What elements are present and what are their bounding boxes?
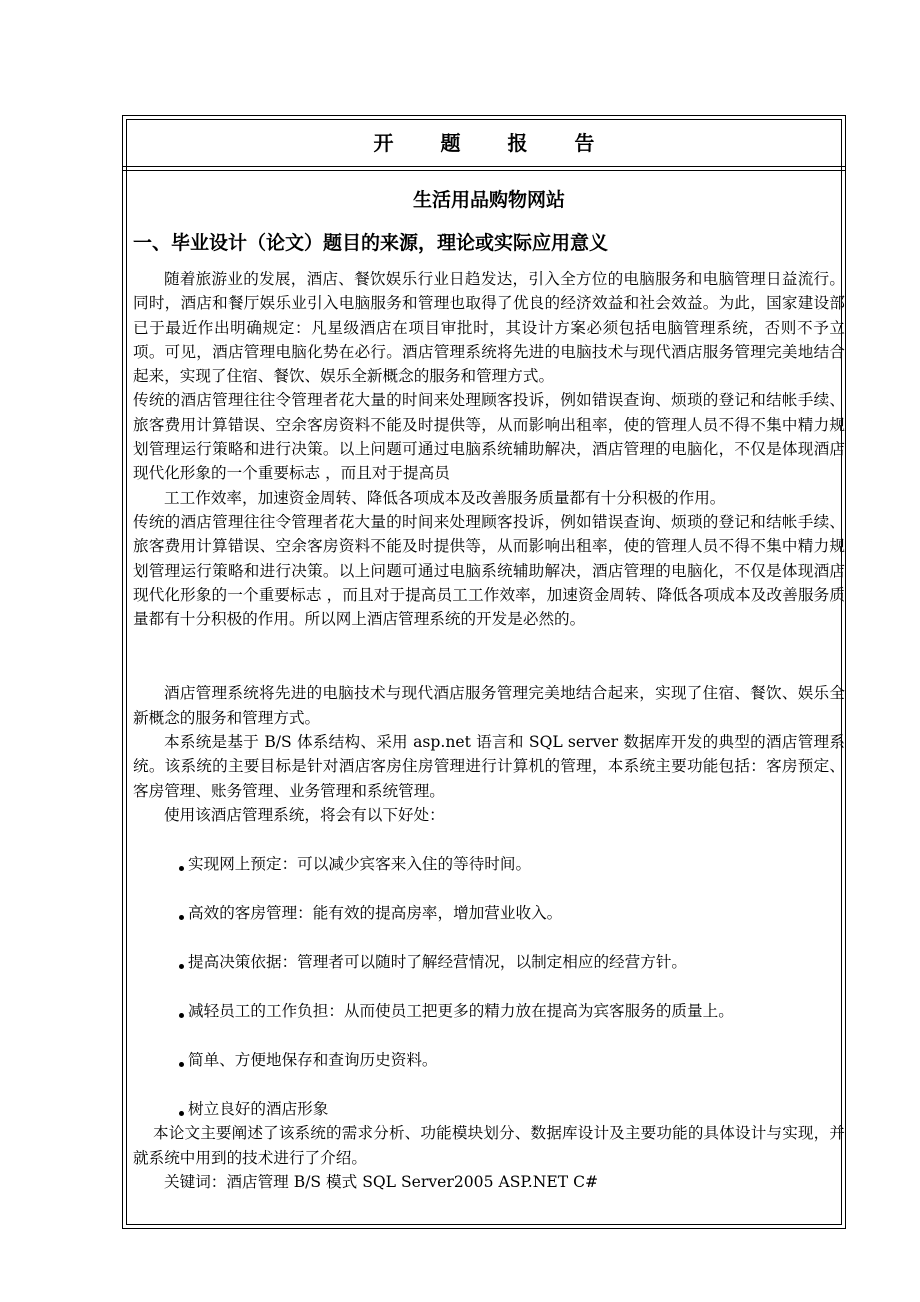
project-title: 生活用品购物网站 <box>412 189 565 211</box>
paragraph-3: 传统的酒店管理往往令管理者花大量的时间来处理顾客投诉，例如错误查询、烦琐的登记和结帐手续、旅客费用计算错误、空余客房资料不能及时提供等，从而影响出租率，使的管理人员不得不集中精力规划管理运行策略和进行决策。以上问题可通过电脑系统辅助解决，酒店管理的电脑化，不仅是体现酒店现代化形象的一个重要标志 ，而且对于提高员工工作效率，加速资金周转、降低各项成本及改善服务质量都有十分积极的作用。所以网上酒店管理系统的开发是必然的。 <box>133 512 845 629</box>
title-row <box>123 116 845 167</box>
spacer <box>133 1072 845 1097</box>
spacer <box>133 925 845 950</box>
paragraph-2-continued: 工工作效率，加速资金周转、降低各项成本及改善服务质量都有十分积极的作用。 <box>164 488 726 507</box>
bullet-icon <box>179 964 184 969</box>
bullet-icon <box>179 866 184 871</box>
bullet-icon <box>179 1062 184 1067</box>
list-item <box>179 999 845 1023</box>
title-row-divider <box>123 170 845 171</box>
report-title: 开 题 报 告 <box>373 130 615 155</box>
list-item-text: 提高决策依据：管理者可以随时了解经营情况，以制定相应的经营方针。 <box>188 953 688 972</box>
list-item <box>179 1097 845 1121</box>
list-item <box>179 1048 845 1072</box>
paragraph-6: 使用该酒店管理系统，将会有以下好处： <box>164 805 445 824</box>
spacer <box>133 876 845 901</box>
spacer <box>133 974 845 999</box>
spacer <box>133 827 845 852</box>
paragraph-5: 本系统是基于 B/S 体系结构、采用 asp.net 语言和 SQL server 数据库开发的典型的酒店管理系统。该系统的主要目标是针对酒店客房住房管理进行计算机的管理，本系统主要功能包括：客房预定、客房管理、账务管理、业务管理和系统管理。 <box>133 733 845 800</box>
list-item-text: 简单、方便地保存和查询历史资料。 <box>188 1051 438 1070</box>
paragraph-4: 酒店管理系统将先进的电脑技术与现代酒店服务管理完美地结合起来，实现了住宿、餐饮、娱乐全新概念的服务和管理方式。 <box>133 684 845 727</box>
list-item-text: 减轻员工的工作负担：从而使员工把更多的精力放在提高为宾客服务的质量上。 <box>188 1002 734 1021</box>
list-item <box>179 901 845 925</box>
list-item <box>179 950 845 974</box>
keywords: 关键词：酒店管理 B/S 模式 SQL Server2005 ASP.NET C# <box>164 1172 599 1191</box>
summary-paragraph: 本论文主要阐述了该系统的需求分析、功能模块划分、数据库设计及主要功能的具体设计与实现，并就系统中用到的技术进行了介绍。 <box>133 1124 845 1167</box>
bullet-icon <box>179 1013 184 1018</box>
list-item <box>179 852 845 876</box>
list-item-text: 树立良好的酒店形象 <box>188 1100 329 1119</box>
list-item-text: 高效的客房管理：能有效的提高房率，增加营业收入。 <box>188 904 563 923</box>
report-frame <box>122 115 846 1229</box>
spacer <box>133 631 845 681</box>
content-area <box>133 173 845 1194</box>
list-item-text: 实现网上预定：可以减少宾客来入住的等待时间。 <box>188 855 532 874</box>
bullet-icon <box>179 915 184 920</box>
spacer <box>133 1023 845 1048</box>
bullet-icon <box>179 1111 184 1116</box>
paragraph-1: 随着旅游业的发展，酒店、餐饮娱乐行业日趋发达，引入全方位的电脑服务和电脑管理日益流行。同时，酒店和餐厅娱乐业引入电脑服务和管理也取得了优良的经济效益和社会效益。为此，国家建设部已于最近作出明确规定：凡星级酒店在项目审批时，其设计方案必须包括电脑管理系统，否则不予立项。可见，酒店管理电脑化势在必行。酒店管理系统将先进的电脑技术与现代酒店服务管理完美地结合起来，实现了住宿、餐饮、娱乐全新概念的服务和管理方式。 <box>133 270 845 386</box>
paragraph-2: 传统的酒店管理往往令管理者花大量的时间来处理顾客投诉，例如错误查询、烦琐的登记和结帐手续、旅客费用计算错误、空余客房资料不能及时提供等，从而影响出租率，使的管理人员不得不集中精力规划管理运行策略和进行决策。以上问题可通过电脑系统辅助解决，酒店管理的电脑化，不仅是体现酒店现代化形象的一个重要标志 ，而且对于提高员 <box>133 391 845 483</box>
section-heading: 一、毕业设计（论文）题目的来源，理论或实际应用意义 <box>133 232 609 254</box>
